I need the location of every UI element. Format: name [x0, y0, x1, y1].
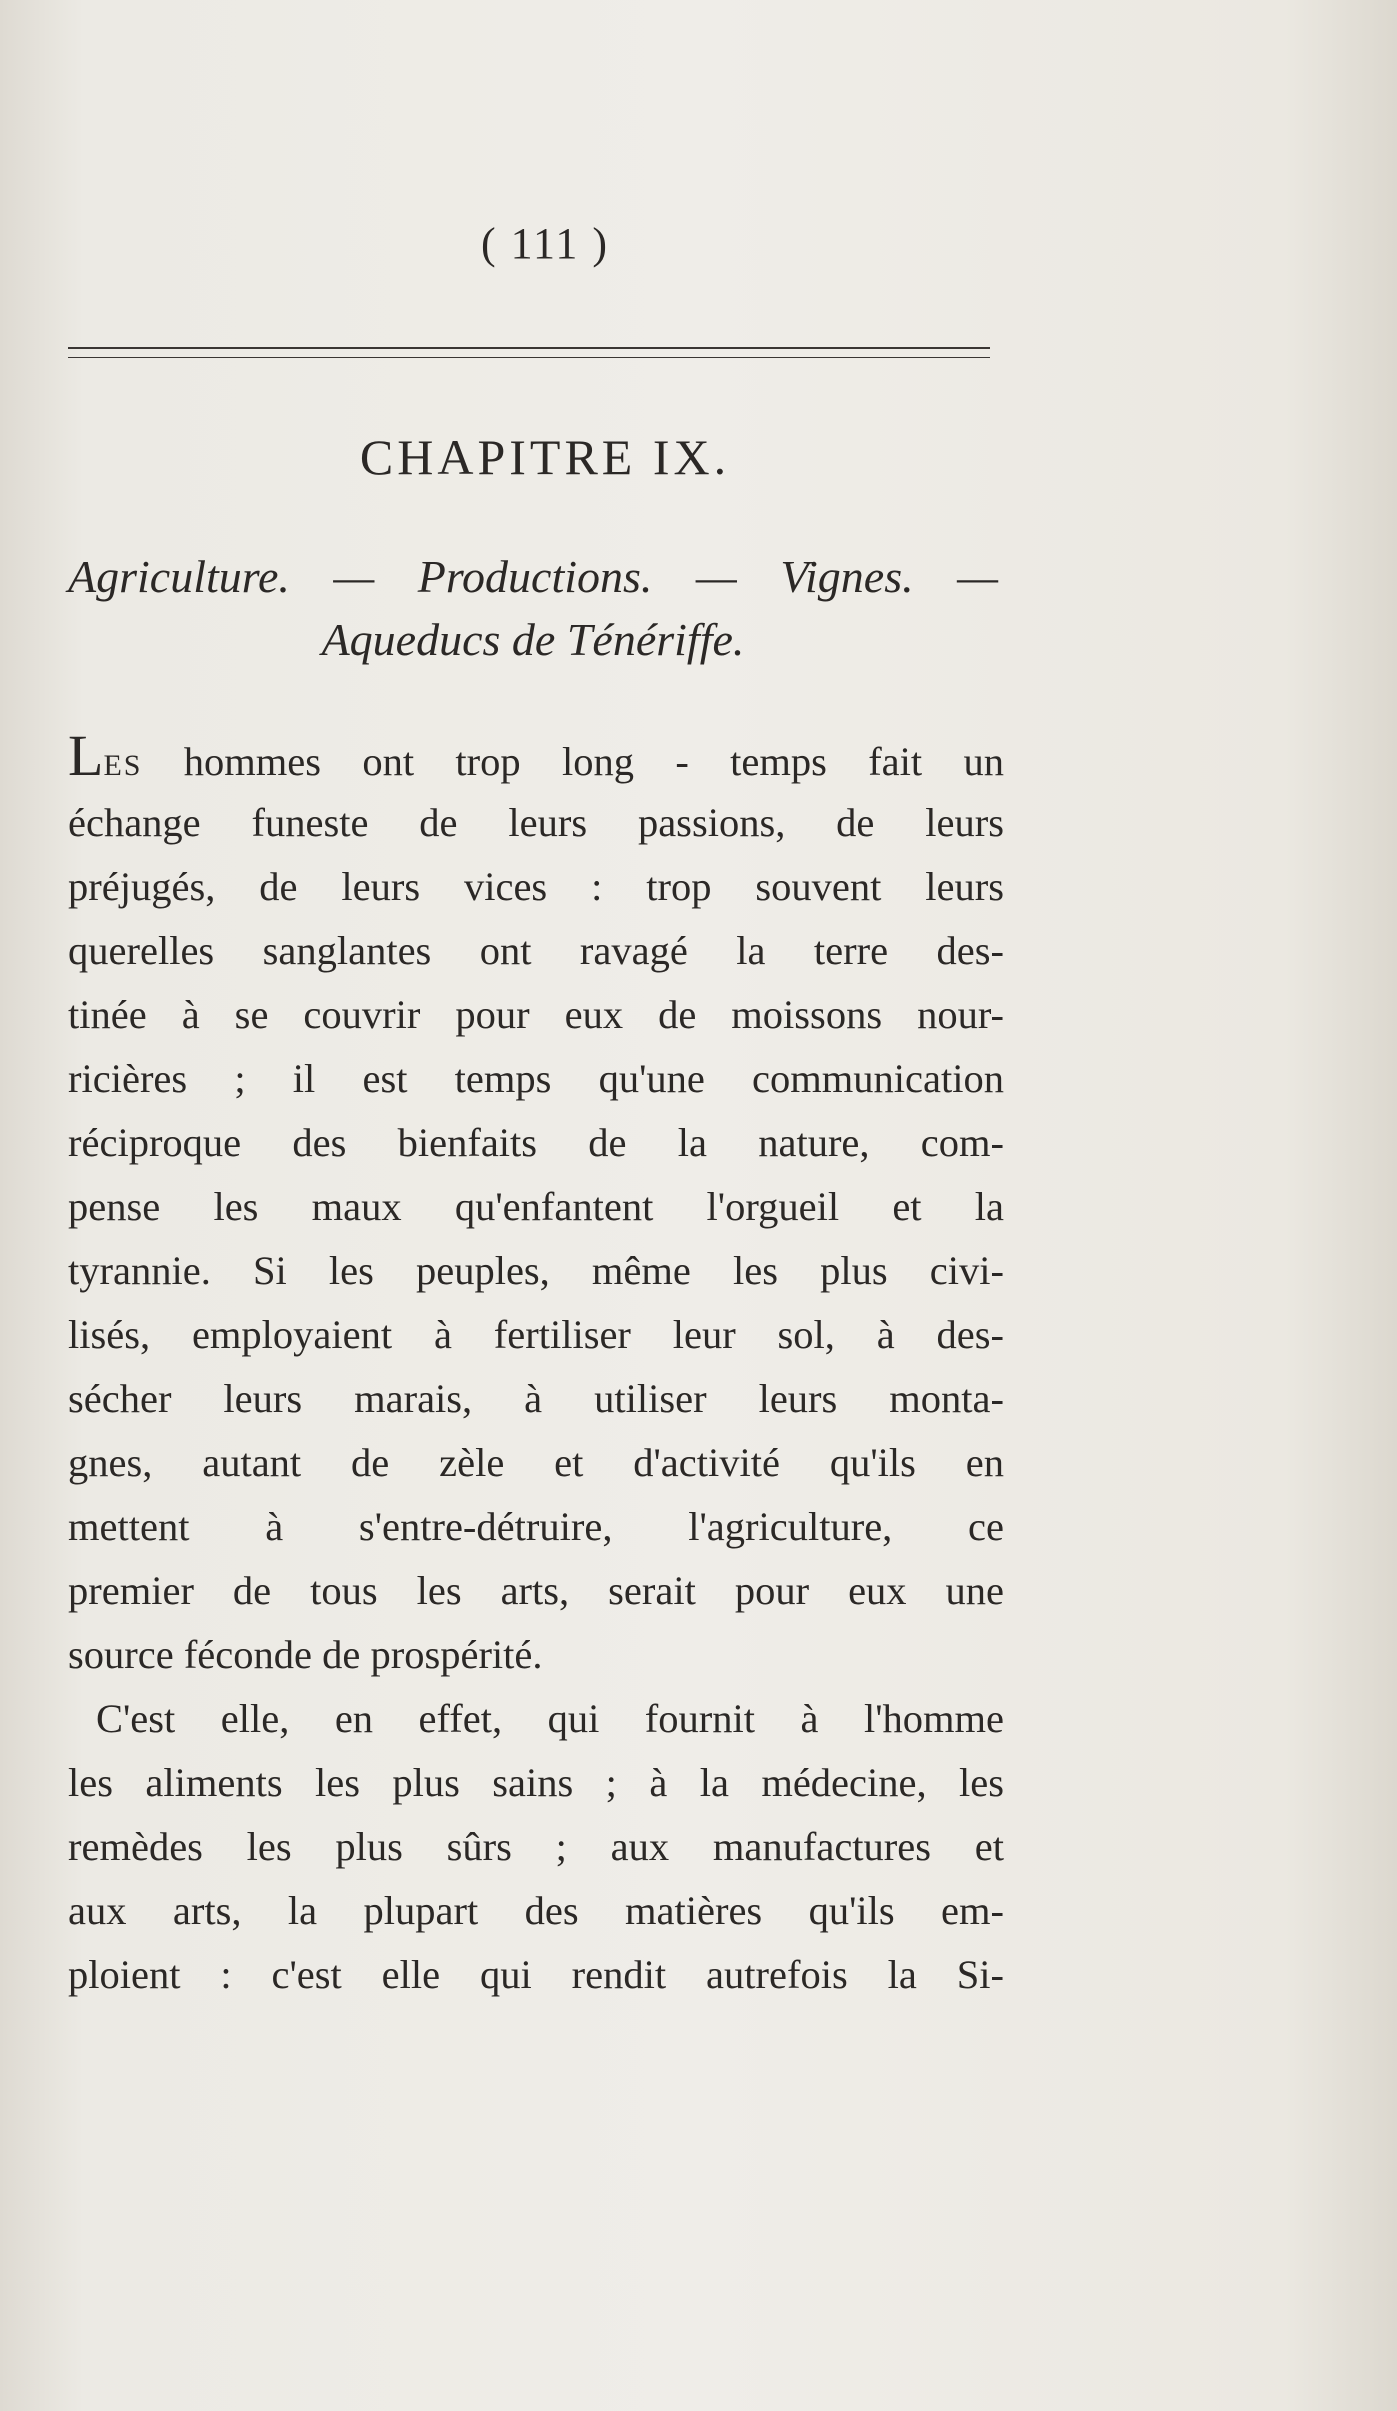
paragraph-1-line: lisés, employaient à fertiliser leur sol, à des-: [68, 1312, 1004, 1357]
page-number: ( 111 ): [480, 219, 610, 268]
paragraph-1-line-1-text: hommes ont trop long - temps fait un: [142, 739, 1004, 784]
header-rule-top: [68, 347, 990, 349]
paragraph-1-line: gnes, autant de zèle et d'activité qu'ils en: [68, 1440, 1004, 1485]
paragraph-1-line: mettent à s'entre-détruire, l'agriculture, ce: [68, 1504, 1004, 1549]
paragraph-1-line: ricières ; il est temps qu'une communication: [68, 1056, 1004, 1101]
paragraph-1-line: sécher leurs marais, à utiliser leurs monta-: [68, 1376, 1004, 1421]
paragraph-1-line: préjugés, de leurs vices : trop souvent leurs: [68, 864, 1004, 909]
paragraph-1-line: pense les maux qu'enfantent l'orgueil et la: [68, 1184, 1004, 1229]
paragraph-2-line: remèdes les plus sûrs ; aux manufactures et: [68, 1824, 1004, 1869]
paragraph-1-line: tinée à se couvrir pour eux de moissons nour-: [68, 992, 1004, 1037]
paragraph-1-line: échange funeste de leurs passions, de leurs: [68, 800, 1004, 845]
paragraph-2-line: les aliments les plus sains ; à la médecine, les: [68, 1760, 1004, 1805]
chapter-title: CHAPITRE IX.: [359, 429, 731, 485]
paragraph-1-line: source féconde de prospérité.: [68, 1632, 543, 1677]
paragraph-2-line: aux arts, la plupart des matières qu'ils em-: [68, 1888, 1004, 1933]
drop-cap: L: [68, 723, 104, 788]
paragraph-1-line: premier de tous les arts, serait pour eux une: [68, 1568, 1004, 1613]
body-text: [68, 723, 1004, 2007]
chapter-subtitle-line-1: Agriculture. — Productions. — Vignes. —: [68, 551, 998, 602]
paragraph-1-line: tyrannie. Si les peuples, même les plus civi-: [68, 1248, 1004, 1293]
paragraph-1-line: querelles sanglantes ont ravagé la terre des-: [68, 928, 1004, 973]
chapter-subtitle-line-2: Aqueducs de Ténériffe.: [321, 614, 745, 665]
paragraph-1-line-1: [68, 723, 1004, 791]
paragraph-2-line: ploient : c'est elle qui rendit autrefois la Si-: [68, 1952, 1004, 1997]
paragraph-2-line: C'est elle, en effet, qui fournit à l'homme: [96, 1696, 1004, 1741]
paragraph-1-line: réciproque des bienfaits de la nature, com-: [68, 1120, 1004, 1165]
header-rule-bottom: [68, 357, 990, 358]
first-word-rest: ES: [103, 749, 143, 782]
